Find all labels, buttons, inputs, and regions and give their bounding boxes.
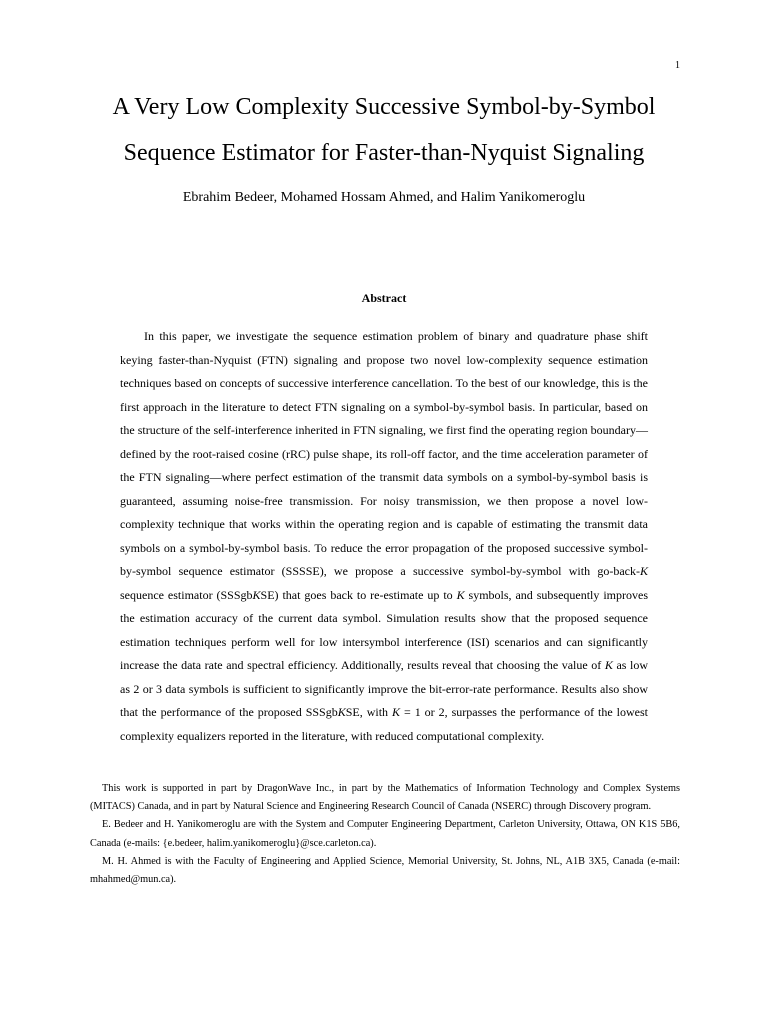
title-line-1: A Very Low Complexity Successive Symbol-by-Symbol (112, 94, 656, 120)
footnotes (90, 780, 680, 889)
title-line-2: Sequence Estimator for Faster-than-Nyquist Signaling (123, 140, 645, 166)
footnote-affiliation-memorial: M. H. Ahmed is with the Faculty of Engineering and Applied Science, Memorial University, St. Johns, NL, A1B 3X5, Canada (e-mail: mhahmed@mun.ca). (90, 855, 680, 886)
abstract-text: = 1 or 2, surpasses the performance of the lowest complexity equalizers reported in the literature, with reduced computational complexity. (120, 705, 648, 743)
abstract-text: sequence estimator (SSSgb (120, 587, 253, 602)
math-variable-k: K (392, 705, 401, 719)
abstract-text: as low as 2 or 3 data symbols is sufficient to significantly improve the bit-error-rate performance. Results also show that the performance of the proposed SSSgb (120, 658, 649, 719)
footnote-affiliation-carleton: E. Bedeer and H. Yanikomeroglu are with the System and Computer Engineering Department, Carleton University, Ottawa, ON K1S 5B6, Canada (e-mails: {e.bedeer, halim.yanikomeroglu}@sce.carleton.ca). (90, 819, 680, 849)
footnote-funding: This work is supported in part by DragonWave Inc., in part by the Mathematics of Information Technology and Complex Systems (MITACS) Canada, and in part by Natural Science and Engineering Research Council of Canada (NSERC) through Discovery program. (90, 783, 680, 813)
math-variable-k: K (252, 587, 261, 602)
abstract-text: In this paper, we investigate the sequence estimation problem of binary and quadrature phase shift keying faster-than-Nyquist (FTN) signaling and propose two novel low-complexity sequence estimation techniques based on concepts of successive interference cancellation. To the best of our knowledge, this is the first approach in the literature to detect FTN signaling on a symbol-by-symbol basis. In particular, based on the structure of the self-interference inherited in FTN signaling, we first find the operating region boundary—defined by the root-raised cosine (rRC) pulse shape, its roll-off factor, and the time acceleration parameter of the FTN signaling—where perfect estimation of the transmit data symbols on a symbol-by-symbol basis is guaranteed, assuming noise-free transmission. For noisy transmission, we then propose a novel low-complexity technique that works within the operating region and is capable of estimating the transmit data symbols on a symbol-by-symbol basis. To reduce the error propagation of the proposed successive symbol-by-symbol sequence estimator (SSSSE), we propose a successive symbol-by-symbol with go-back- (120, 329, 648, 578)
abstract-text: symbols, and subsequently improves the estimation accuracy of the current data symbol. Simulation results show that the proposed sequence estimation techniques perform well for low intersymbol interference (ISI) scenarios and can significantly increase the data rate and spectral efficiency. Additionally, results reveal that choosing the value of (120, 587, 648, 672)
author-list: Ebrahim Bedeer, Mohamed Hossam Ahmed, and Halim Yanikomeroglu (182, 190, 586, 205)
abstract-text: SE) that goes back to re-estimate up to (260, 587, 457, 602)
abstract-body (120, 325, 648, 748)
paper-title (60, 84, 708, 176)
page-number: 1 (675, 60, 680, 71)
math-variable-k: K (639, 564, 648, 578)
abstract-text: SE, with (345, 705, 392, 719)
math-variable-k: K (604, 658, 613, 672)
math-variable-k: K (337, 705, 346, 719)
math-variable-k: K (456, 587, 465, 602)
abstract-heading: Abstract (361, 291, 407, 305)
